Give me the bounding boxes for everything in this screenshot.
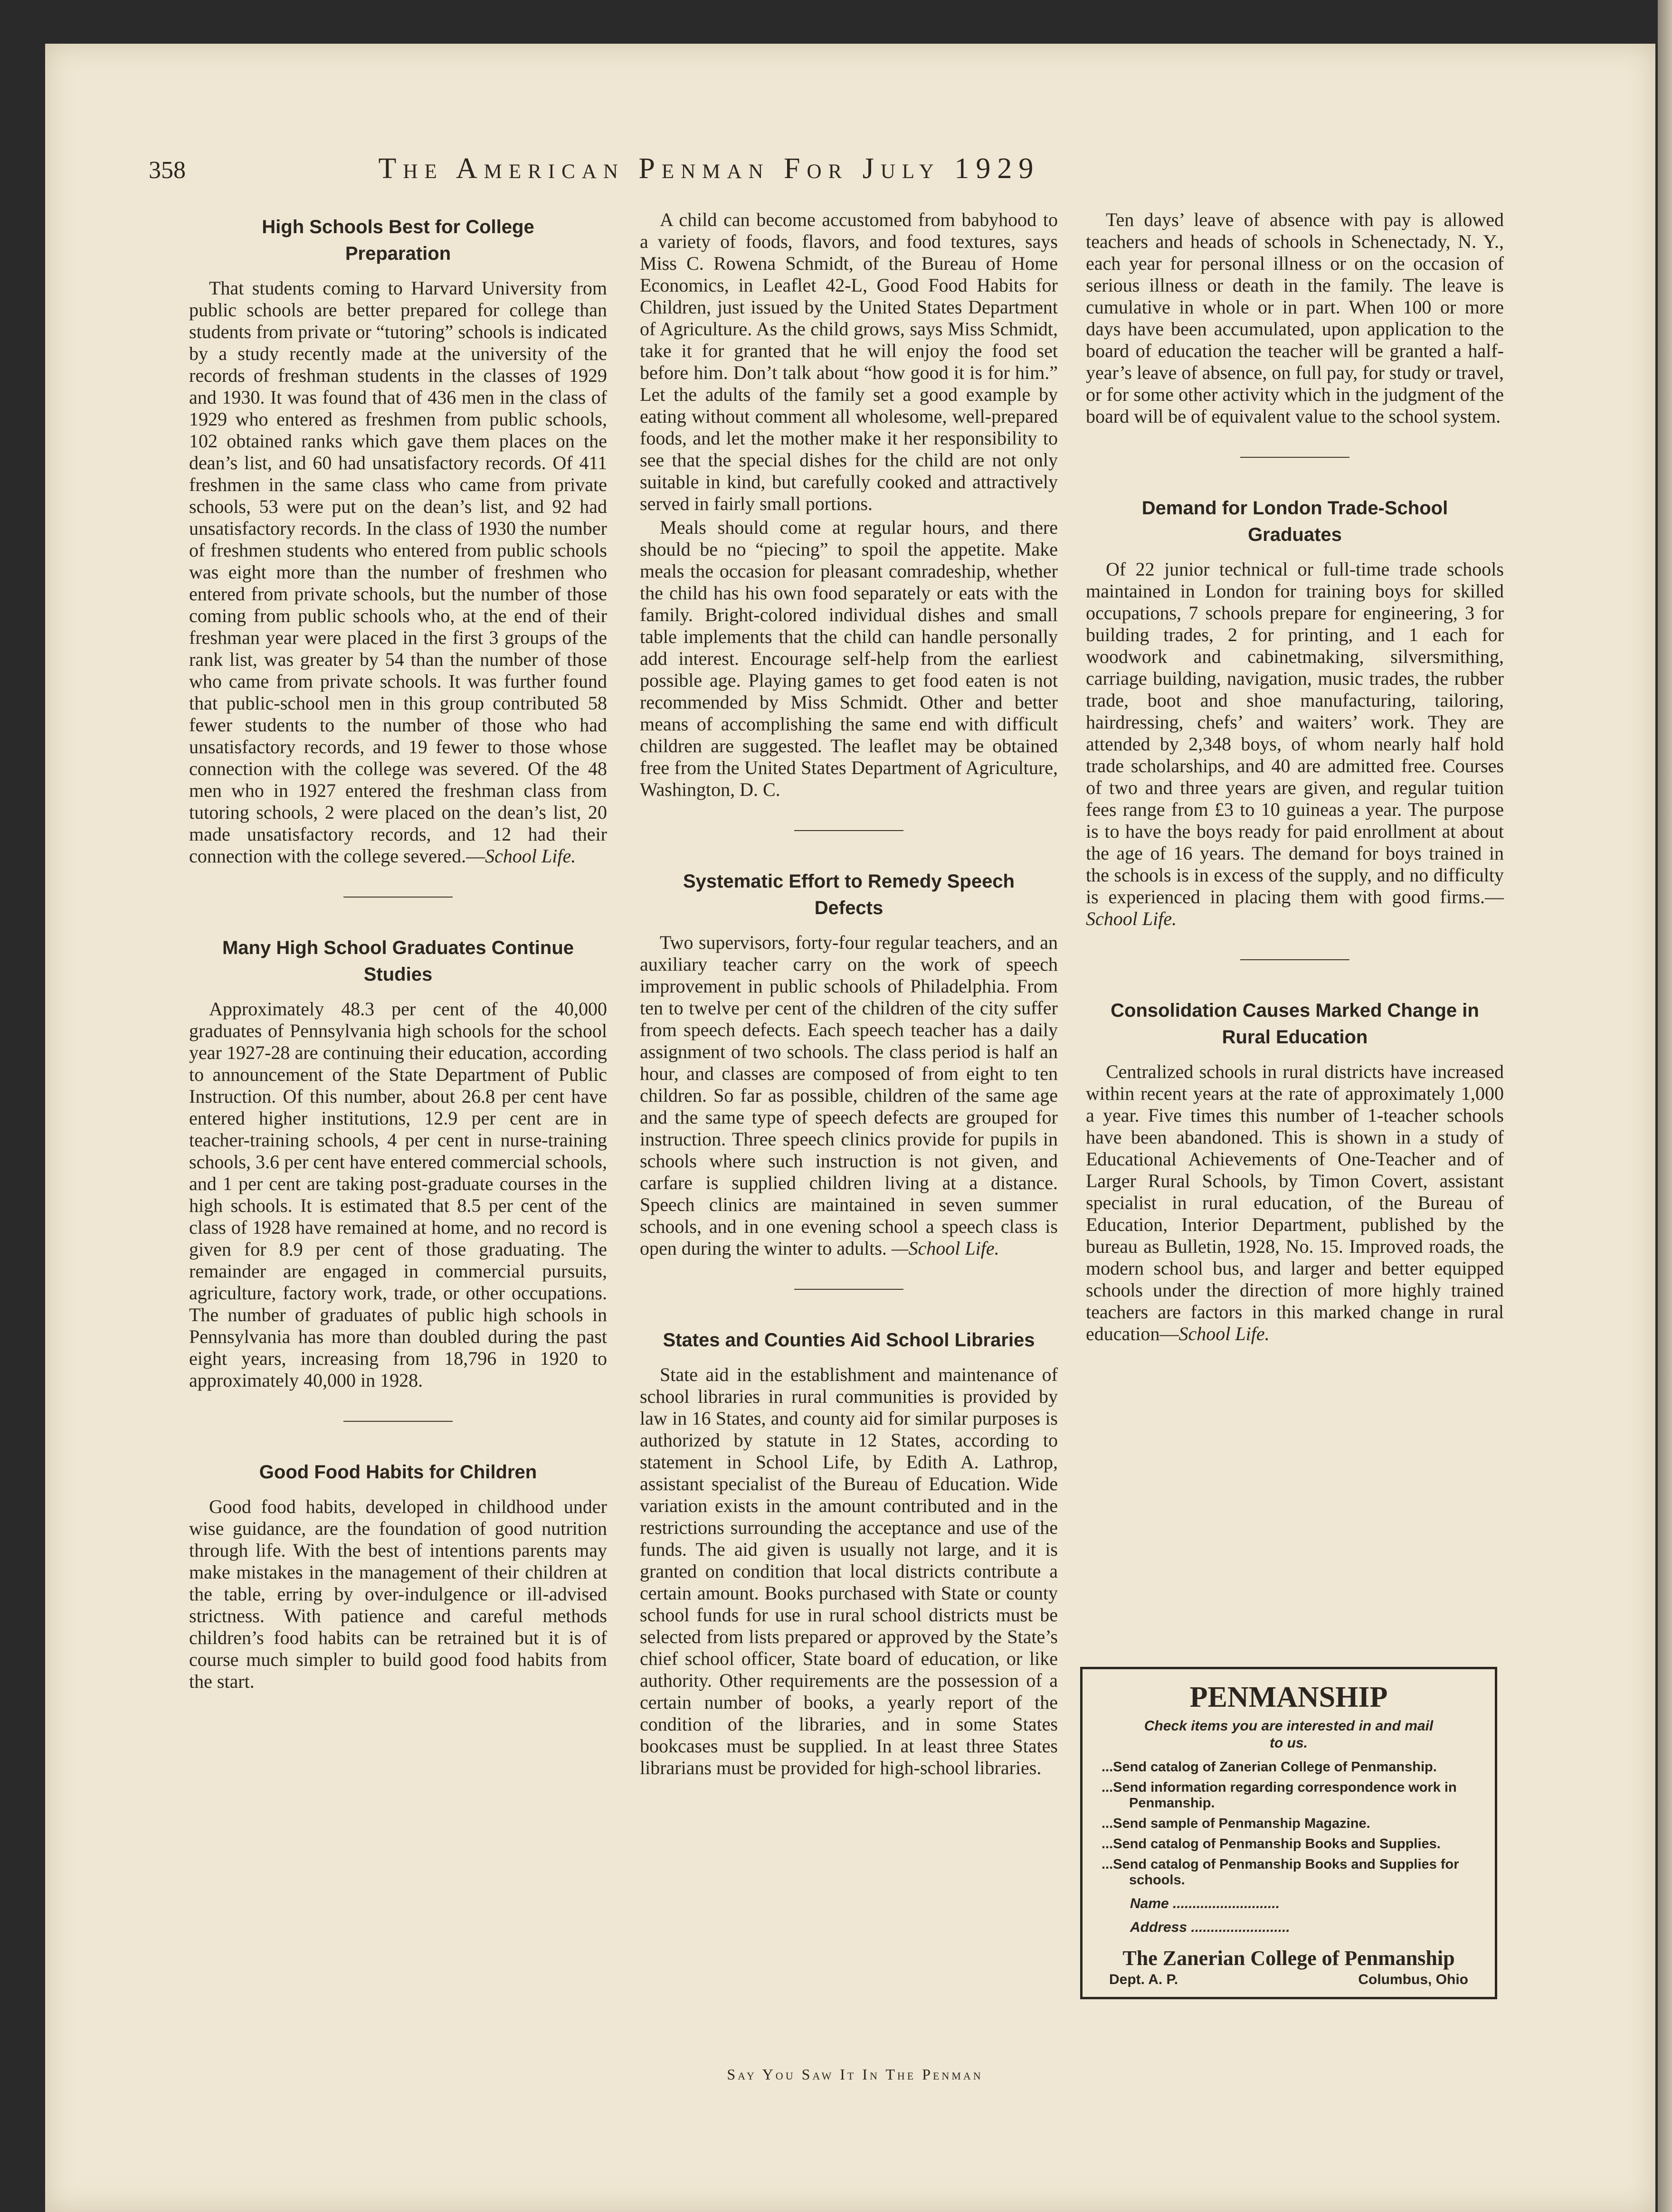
- paragraph-text: That students coming to Harvard University from public schools are better prepared for college than students from private or “tutoring” schools is indicated by a study recently made at the university of the records of freshman students in the classes of 1929 and 1930. It was found that of 436 men in the class of 1929 who entered as freshmen from public schools, 102 obtained ranks which gave them places on the dean’s list, and 60 had unsatisfactory records. Of 411 freshmen in the same class who came from private schools, 53 were put on the dean’s list, and 92 had unsatisfactory records. In the class of 1930 the number of freshmen students who entered from public schools was eight more than the number of freshmen who entered from private schools, but the number of those coming from public schools who, at the end of their freshman year were placed in the first 3 groups of the rank list, was greater by 54 than the number of those who came from private schools. It was further found that public-school men in this group contributed 58 fewer students to the number of those who had unsatisfactory records, and 19 fewer to those whose connection with the college was severed. Of the 48 men who in 1927 entered the freshman class from tutoring schools, 2 were placed on the dean’s list, 20 made unsatisfactory records, and 12 had their connection with the college severed.—: [189, 277, 607, 867]
- article-paragraph: [1086, 1061, 1504, 1345]
- article-heading: Many High School Graduates Continue Studies: [222, 937, 574, 985]
- article-libraries: [640, 1327, 1058, 1779]
- source-credit: School Life.: [485, 845, 576, 867]
- page-edge: [1658, 0, 1672, 2212]
- source-credit: School Life.: [1086, 908, 1177, 929]
- article-graduates-continue: [189, 935, 607, 1391]
- paragraph-text: Of 22 junior technical or full-time trade schools maintained in London for training boys for skilled occupations, 7 schools prepare for engineering, 3 for building trades, 2 for printing, and 1 each for woodwork and cabinetmaking, silversmithing, carriage building, navigation, music trades, the rubber trade, boot and shoe manufacturing, tailoring, hairdressing, chefs’ and waiters’ work. They are attended by 2,348 boys, of whom nearly half hold trade scholarships, and 40 are admitted free. Courses of two and three years are given, and regular tuition fees range from £3 to 10 guineas a year. The purpose is to have the boys ready for paid enrollment at about the age of 16 years. The demand for boys trained in the schools is in excess of the supply, and no difficulty is experienced in placing them with good firms.—: [1086, 558, 1504, 907]
- article-paragraph: Approximately 48.3 per cent of the 40,000 graduates of Pennsylvania high schools for the school year 1927-28 are continuing their education, according to announcement of the State Department of Public Instruction. Of this number, about 26.8 per cent have entered higher institutions, 12.9 per cent are in teacher-training schools, 4 per cent in nurse-training schools, 3.6 per cent have entered commercial schools, and 1 per cent are taking post-graduate courses in the high schools. It is estimated that 8.5 per cent of the class of 1928 have remained at home, and no record is given for 8.9 per cent of those graduating. The remainder are engaged in commercial pursuits, agriculture, factory work, trade, or other occupations. The number of graduates of public high schools in Pennsylvania has more than doubled during the past eight years, increasing from 18,796 in 1920 to approximately 40,000 in 1928.: [189, 998, 607, 1391]
- coupon-item: ...Send sample of Penmanship Magazine.: [1102, 1816, 1370, 1831]
- coupon-item: ...Send information regarding correspondence work in Penmanship.: [1102, 1780, 1457, 1811]
- article-food-habits: [189, 1459, 607, 1692]
- section-divider: [1240, 959, 1349, 960]
- penmanship-coupon: [1080, 1667, 1497, 1999]
- section-divider: [794, 830, 903, 831]
- article-paragraph: [1086, 558, 1504, 930]
- article-paragraph: A child can become accustomed from babyhood to a variety of foods, flavors, and food textures, says Miss C. Rowena Schmidt, of the Bureau of Home Economics, in Leaflet 42-L, Good Food Habits for Children, just issued by the United States Department of Agriculture. As the child grows, says Miss Schmidt, take it for granted that he will enjoy the food set before him. Don’t talk about “how good it is for him.” Let the adults of the family set a good example by eating without comment all wholesome, well-prepared foods, and let the mother make it her responsibility to see that the special dishes for the child are not only suitable in kind, but carefully cooked and attractively served in fairly small portions.: [640, 209, 1058, 514]
- article-paragraph: Meals should come at regular hours, and there should be no “piecing” to spoil the appetite. Make meals the occasion for pleasant comradeship, whether the child has his own food separately or eats with the family. Bright-colored individual dishes and small table implements that the child can handle personally add interest. Encourage self-help from the earliest possible age. Playing games to get food eaten is not recommended by Miss Schmidt. Other and better means of accomplishing the same end with difficult children are suggested. The leaflet may be obtained free from the United States Department of Agriculture, Washington, D. C.: [640, 517, 1058, 800]
- running-header: [149, 152, 1203, 195]
- section-divider: [343, 1421, 453, 1422]
- coupon-title: PENMANSHIP: [1189, 1681, 1388, 1713]
- article-heading: High Schools Best for College Preparation: [262, 217, 534, 264]
- article-paragraph: [189, 277, 607, 867]
- footer-slogan: Say You Saw It In The Penman: [727, 2066, 983, 2083]
- article-heading: Demand for London Trade-School Graduates: [1141, 498, 1448, 545]
- paragraph-text: Two supervisors, forty-four regular teachers, and an auxiliary teacher carry on the work of speech improvement in public schools of Philadelphia. From ten to twelve per cent of the children of the city suffer from speech defects. Each speech teacher has a daily assignment of two schools. The class period is half an hour, and classes are composed of from eight to ten children. So far as possible, children of the same age and the same type of speech defects are grouped for instruction. Three speech clinics provide for pupils in schools where such instruction is not given, and carfare is supplied children living at a distance. Speech clinics are maintained in seven summer schools, and in one evening school a speech class is open during the winter to adults.: [640, 932, 1058, 1259]
- coupon-dept: Dept. A. P.: [1109, 1972, 1178, 1987]
- article-heading: Good Food Habits for Children: [259, 1462, 537, 1483]
- page-number: 358: [149, 157, 186, 184]
- coupon-item: ...Send catalog of Zanerian College of Penmanship.: [1102, 1759, 1437, 1775]
- article-food-habits-continued: [640, 209, 1058, 801]
- coupon-city: Columbus, Ohio: [1358, 1972, 1468, 1987]
- article-leave-of-absence: [1086, 209, 1504, 427]
- coupon-instruction: Check items you are interested in and mail to us.: [1144, 1718, 1434, 1751]
- article-paragraph: Good food habits, developed in childhood under wise guidance, are the foundation of good nutrition through life. With the best of intentions parents may make mistakes in the management of their children at the table, erring by over-indulgence or ill-advised strictness. With patience and careful methods children’s food habits can be retrained but it is of course much simpler to build good food habits from the start.: [189, 1496, 607, 1692]
- running-title: The American Penman For July 1929: [378, 152, 1040, 185]
- section-divider: [1240, 457, 1349, 458]
- coupon-item: ...Send catalog of Penmanship Books and Supplies for schools.: [1102, 1857, 1459, 1888]
- source-credit: School Life.: [1178, 1323, 1270, 1344]
- column-3: [1086, 209, 1504, 1364]
- coupon-address-field: Address .........................: [1130, 1919, 1290, 1935]
- article-paragraph: Ten days’ leave of absence with pay is allowed teachers and heads of schools in Schenectady, N. Y., each year for personal illness or on the occasion of serious illness or death in the family. The leave is cumulative in whole or in part. When 100 or more days have been accumulated, upon application to the board of education the teacher will be granted a half-year’s leave of absence, on full pay, for study or travel, or for some other activity which in the judgment of the board will be of equivalent value to the school system.: [1086, 209, 1504, 427]
- article-paragraph: [640, 932, 1058, 1259]
- article-london-trade: [1086, 495, 1504, 930]
- article-heading: Consolidation Causes Marked Change in Rural Education: [1111, 1000, 1479, 1048]
- article-heading: States and Counties Aid School Libraries: [663, 1330, 1035, 1351]
- paragraph-text: Centralized schools in rural districts have increased within recent years at the rate of approximately 1,000 a year. Five times this number of 1-teacher schools have been abandoned. This is shown in a study of Educational Achievements of One-Teacher and of Larger Rural Schools, by Timon Covert, assistant specialist in rural education, of the Bureau of Education, Interior Department, published by the bureau as Bulletin, 1928, No. 15. Improved roads, the modern school bus, and larger and better equipped schools under the direction of more highly trained teachers are factors in this marked change in rural education—: [1086, 1061, 1504, 1344]
- coupon-name-field: Name ...........................: [1130, 1896, 1280, 1911]
- column-1: [189, 209, 607, 1711]
- column-2: [640, 209, 1058, 1798]
- section-divider: [343, 897, 453, 898]
- coupon-college-name: The Zanerian College of Penmanship: [1122, 1947, 1455, 1970]
- article-high-schools: [189, 214, 607, 867]
- source-credit: —School Life.: [891, 1238, 999, 1259]
- article-paragraph: State aid in the establishment and maintenance of school libraries in rural communities is provided by law in 16 States, and county aid for similar purposes is authorized by statute in 12 States, according to statement in School Life, by Edith A. Lathrop, assistant specialist of the Bureau of Education. Wide variation exists in the amount contributed and in the restrictions surrounding the acceptance and use of the funds. The aid given is usually not large, and it is granted on condition that local districts contribute a certain amount. Books purchased with State or county school funds for use in rural school districts must be selected from lists prepared or approved by the State’s chief school officer, State board of education, or like authority. Other requirements are the possession of a certain number of books, a yearly report of the condition of the libraries, and in some States bookcases must be supplied. In at least three States librarians must be provided for high-school libraries.: [640, 1364, 1058, 1778]
- section-divider: [794, 1289, 903, 1290]
- article-speech-defects: [640, 868, 1058, 1259]
- coupon-item: ...Send catalog of Penmanship Books and Supplies.: [1102, 1836, 1441, 1852]
- article-consolidation: [1086, 997, 1504, 1345]
- coupon-footer: [1102, 1972, 1476, 1988]
- article-heading: Systematic Effort to Remedy Speech Defects: [683, 871, 1015, 918]
